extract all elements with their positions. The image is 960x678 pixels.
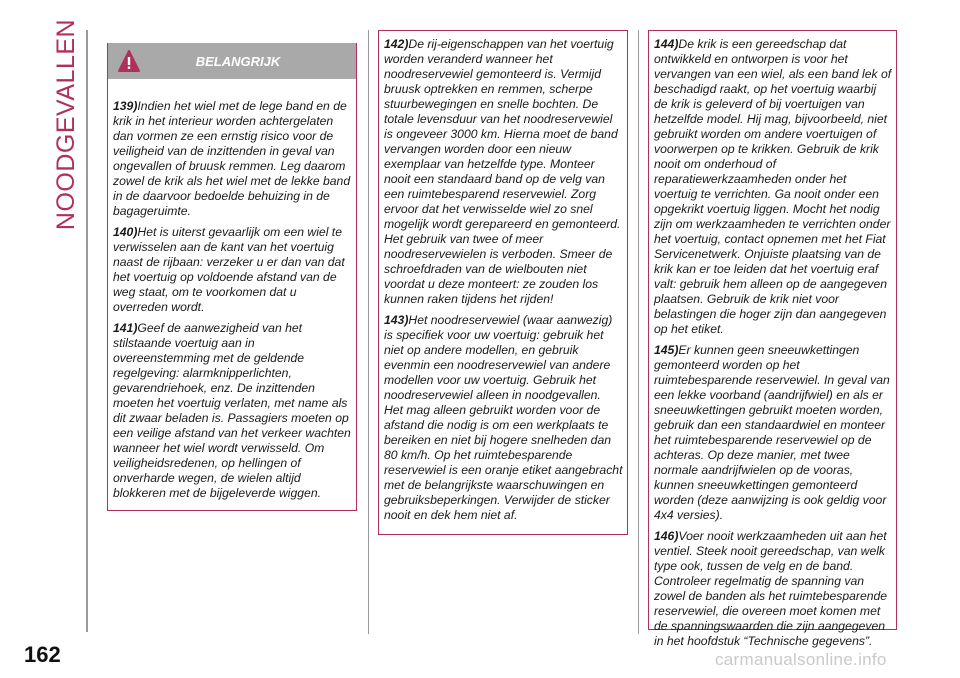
column-divider-2 — [638, 30, 639, 634]
paragraph-text: Voer nooit werkzaamheden uit aan het ventiel. Steek nooit gereedschap, van welk type ook, tussen de velg en de band. Controleer regelmatig de spanning van zowel de banden als het ruimtebesparende reservewiel, die overeen moet komen met de spanningswaarden die zijn aangegeven in het hoofdstuk “Technische gegevens”. — [654, 529, 888, 648]
chapter-title-text: NOODGEVALLEN — [52, 18, 81, 231]
side-rule — [86, 30, 88, 632]
paragraph-text: De rij-eigenschappen van het voertuig worden veranderd wanneer het noodreservewiel gemonteerd is. Vermijd bruusk optrekken en remmen, scherpe stuurbewegingen en snelle bochten. De totale levensduur van het noodreservewiel is ongeveer 3000 km. Hierna moet de band vervangen worden door een nieuw exemplaar van hetzelfde type. Monteer nooit een standaard band op de velg van een ruimtebesparend reservewiel. Zorg ervoor dat het verwisselde wiel zo snel mogelijk wordt gerepareerd en gemonteerd. Het gebruik van twee of meer noodreservewielen is verboden. Smeer de schroefdraden van de wielbouten niet voordat u deze monteert: ze zouden los kunnen raken tijdens het rijden! — [384, 37, 621, 306]
paragraph-145 — [654, 343, 892, 523]
footer-watermark: carmanualsonline.info — [715, 650, 887, 669]
warning-title: BELANGRIJK — [195, 53, 281, 69]
paragraph-number: 146) — [654, 529, 679, 543]
paragraph-number: 144) — [654, 37, 679, 51]
paragraph-number: 145) — [654, 343, 679, 357]
paragraph-text: Het is uiterst gevaarlijk om een wiel te verwisselen aan de kant van het voertuig naast de rijbaan: verzeker u er dan van dat het voertuig op voldoende afstand van de weg staat, om te voorkomen dat u overreden wordt. — [113, 225, 345, 314]
paragraph-143 — [384, 313, 623, 523]
paragraph-142 — [384, 37, 623, 307]
warning-box-3 — [648, 30, 897, 648]
warning-box-1 — [107, 43, 357, 511]
paragraph-141 — [113, 321, 352, 501]
paragraph-text: De krik is een gereedschap dat ontwikkeld en ontworpen is voor het vervangen van een wiel, als een band lek of beschadigd raakt, op het voertuig waarbij de krik is geleverd of bij voertuigen van hetzelfde model. Hij mag, bijvoorbeeld, niet gebruikt worden om andere voertuigen of voorwerpen op te krikken. Gebruik de krik nooit om onderhoud of reparatiewerkzaamheden onder het voertuig te verrichten. Ga nooit onder een opgekrikt voertuig liggen. Mocht het nodig zijn om werkzaamheden te verrichten onder het voertuig, contact opnemen met het Fiat Servicenetwerk. Onjuiste plaatsing van de krik kan er toe leiden dat het voertuig eraf valt: gebruik hem alleen op de aangegeven plaatsen. Gebruik de krik niet voor belastingen die hoger zijn dan aangegeven op het etiket. — [654, 37, 892, 336]
paragraph-number: 143) — [384, 313, 409, 327]
warning-box-2 — [378, 30, 628, 535]
warning-triangle-icon — [118, 49, 140, 73]
chapter-side-title — [52, 18, 82, 231]
paragraph-number: 139) — [113, 99, 138, 113]
paragraph-144 — [654, 37, 892, 337]
warning-header — [108, 43, 356, 79]
column-divider-1 — [368, 30, 369, 634]
paragraph-139 — [113, 99, 352, 219]
paragraph-140 — [113, 225, 352, 315]
paragraph-text: Het noodreservewiel (waar aanwezig) is specifiek voor uw voertuig: gebruik het niet op andere modellen, en gebruik evenmin een noodreservewiel van andere modellen voor uw voertuig. Gebruik het noodreservewiel alleen in noodgevallen. Het mag alleen gebruikt worden voor de afstand die nodig is om een werkplaats te bereiken en niet bij hogere snelheden dan 80 km/h. Op het ruimtebesparende reservewiel is een oranje etiket aangebracht met de belangrijkste waarschuwingen en gebruiksbeperkingen. Verwijder de sticker nooit en dek hem niet af. — [384, 313, 623, 522]
paragraph-146 — [654, 529, 892, 649]
paragraph-number: 142) — [384, 37, 409, 51]
paragraph-text: Er kunnen geen sneeuwkettingen gemonteerd worden op het ruimtebesparende reservewiel. In geval van een lekke voorband (aandrijfwiel) en als er sneeuwkettingen gebruikt moeten worden, gebruik dan een standaardwiel en monteer het ruimtebesparende reservewiel op de achteras. Op deze manier, met twee normale aandrijfwielen op de vooras, kunnen sneeuwkettingen gemonteerd worden (deze aanwijzing is ook geldig voor 4x4 versies). — [654, 343, 890, 522]
paragraph-text: Geef de aanwezigheid van het stilstaande voertuig aan in overeenstemming met de geldende regelgeving: alarmknipperlichten, gevarendriehoek, enz. De inzittenden moeten het voertuig verlaten, met name als dit zwaar beladen is. Passagiers moeten op een veilige afstand van het verkeer wachten wanneer het wiel wordt verwisseld. Om veiligheidsredenen, op hellingen of onverharde wegen, de wielen altijd blokkeren met de bijgeleverde wiggen. — [113, 321, 351, 500]
paragraph-text: Indien het wiel met de lege band en de krik in het interieur worden achtergelaten dan vormen ze een ernstig risico voor de veiligheid van de inzittenden in geval van ongevallen of bruusk remmen. Leg daarom zowel de krik als het wiel met de lekke band in de daarvoor bedoelde behuizing in de bagageruimte. — [113, 99, 351, 218]
paragraph-number: 140) — [113, 225, 138, 239]
page-number: 162 — [24, 642, 61, 667]
paragraph-number: 141) — [113, 321, 138, 335]
